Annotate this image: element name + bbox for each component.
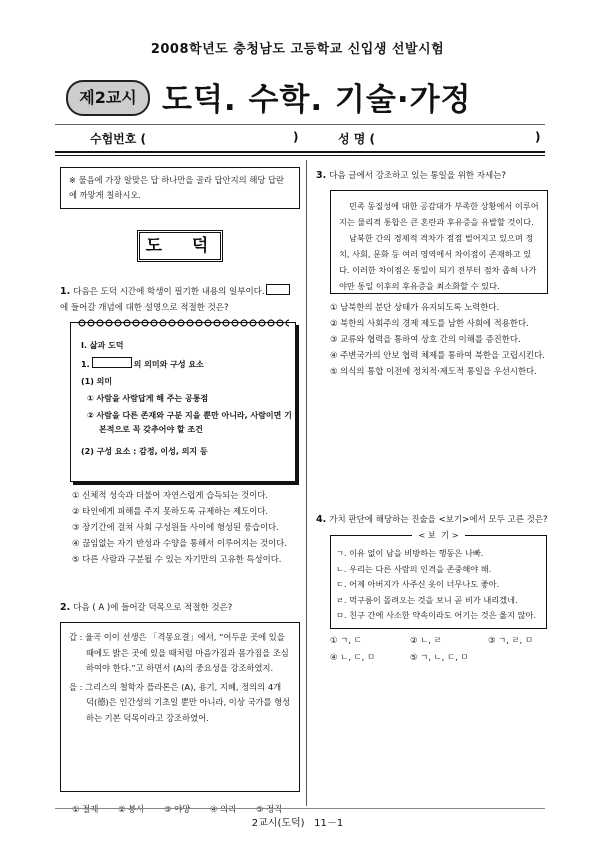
option: ⑤ 정직 [256, 804, 283, 814]
dialogue-box [60, 622, 300, 792]
statement: ㅁ. 친구 간에 사소한 약속이라도 어기는 것은 옳지 않아. [336, 610, 537, 620]
dialogue-line [69, 630, 291, 677]
question-2-stem [60, 600, 298, 616]
example-box-label-text: < 보 기 > [412, 530, 464, 540]
option: ④ ㄴ, ㄷ, ㅁ [330, 652, 376, 662]
exam-number-close: ) [293, 130, 299, 144]
footer-divider [55, 808, 545, 809]
note-meaning-2: ② 사람을 다른 존재와 구분 지을 뿐만 아니라, 사람이면 기본적으로 꼭 갖추어야 할 조건 [87, 411, 292, 434]
statement: ㄹ. 먹구름이 몰려오는 것을 보니 곧 비가 내리겠네. [336, 594, 518, 605]
header-divider [55, 124, 545, 125]
note-title: Ⅰ. 삶과 도덕 [81, 341, 124, 350]
question-text: 다음 ( A )에 들어갈 덕목으로 적절한 것은? [73, 603, 233, 613]
question-number: 4. [316, 514, 327, 525]
note-meaning-heading: (1) 의미 [81, 377, 113, 386]
note-item-prefix: 1. [81, 360, 90, 369]
exam-number-label: 수험번호 ( [90, 132, 147, 146]
note-components: (2) 구성 요소 : 감정, 이성, 의지 등 [81, 447, 208, 456]
question-text: 다음 글에서 강조하고 있는 통일을 위한 자세는? [329, 171, 506, 181]
option: ④ 끊임없는 자기 반성과 수양을 통해서 이루어지는 것이다. [72, 538, 287, 548]
option: ⑤ 다른 사람과 구분될 수 있는 자기만의 고유한 특성이다. [72, 554, 282, 564]
option: ③ 야망 [164, 804, 191, 814]
option: ② ㄴ, ㄹ [410, 635, 442, 645]
question-number: 1. [60, 286, 71, 297]
speech-text: 율곡 이이 선생은 「격몽요결」에서, “어두운 곳에 있을 때에도 밝은 곳에 있을 때처럼 마음가짐과 몸가짐을 조심하여야 한다.”고 하면서 (A)의 중요성을 강조하였지. [85, 632, 289, 673]
answer-blank [92, 357, 132, 368]
column-divider [306, 160, 307, 806]
option: ⑤ ㄱ, ㄴ, ㄷ, ㅁ [410, 652, 469, 662]
option: ③ 교류와 협력을 통하여 상호 간의 이해를 증진한다. [330, 334, 521, 344]
name-label: 성 명 ( [338, 132, 376, 146]
passage-paragraph: 남북한 간의 경제적 격차가 점점 벌어지고 있으며 정치, 사회, 문화 등 여러 영역에서 차이점이 존재하고 있다. 이러한 차이점은 통일이 되기 전부터 점차 좁혀 나가야만 통일 이후의 후유증을 최소화할 수 있다. [339, 233, 537, 291]
speaker: 을 : [69, 681, 86, 692]
instructions-box [60, 167, 300, 209]
question-text: 다음은 도덕 시간에 학생이 필기한 내용의 일부이다. [73, 287, 265, 297]
option: ③ 장기간에 걸쳐 사회 구성원들 사이에 형성된 풍습이다. [72, 522, 279, 532]
passage-paragraph: 민족 동질성에 대한 공감대가 부족한 상황에서 이루어지는 물리적 통합은 큰 혼란과 후유증을 유발할 것이다. [339, 201, 539, 227]
period-badge: 제2교시 [66, 80, 150, 116]
dialogue-line [69, 680, 291, 727]
option: ② 봉사 [118, 804, 145, 814]
option: ④ 의리 [210, 804, 237, 814]
question-1-stem [60, 284, 298, 316]
option: ① 신체적 성숙과 더불어 자연스럽게 습득되는 것이다. [72, 490, 269, 500]
question-4-stem [316, 512, 548, 528]
option: ④ 주변국가의 안보 협력 체제를 통하여 북한을 고립시킨다. [330, 350, 545, 360]
option: ① 절제 [72, 804, 99, 814]
option: ① ㄱ, ㄷ [330, 635, 362, 645]
option: ② 타인에게 피해를 주지 못하도록 규제하는 제도이다. [72, 506, 269, 516]
example-box [330, 530, 547, 629]
name-close: ) [535, 130, 541, 144]
example-box-label [331, 530, 546, 541]
footer-page-label: 2교시(도덕) [251, 818, 305, 829]
statement: ㄴ. 우리는 다른 사람의 인격을 존중해야 해. [336, 563, 492, 574]
note-item-suffix: 의 의미와 구성 요소 [133, 360, 204, 369]
option: ③ ㄱ, ㄹ, ㅁ [488, 635, 534, 645]
header-double-rule [55, 151, 545, 156]
notebook-note [70, 322, 296, 482]
question-number: 3. [316, 170, 327, 181]
passage-box [330, 190, 548, 294]
statement: ㄷ. 어제 아버지가 사주신 옷이 너무나도 좋아. [336, 579, 500, 589]
section-title: 도 덕 [137, 230, 223, 262]
speech-text: 그리스의 철학자 플라톤은 (A), 용기, 지혜, 정의의 4개 덕(德)은 인간성의 기초일 뿐만 아니라, 이상 국가를 형성하는 기본 덕목이라고 강조하였어. [85, 681, 291, 723]
statement: ㄱ. 이유 없이 남을 비방하는 행동은 나빠. [336, 548, 484, 558]
subject-title: 도덕. 수학. 기술·가정 [162, 82, 472, 118]
note-meaning-1: ① 사람을 사람답게 해 주는 공통점 [87, 394, 209, 403]
option: ② 북한의 사회주의 경제 제도를 남한 사회에 적용한다. [330, 318, 529, 328]
speaker: 갑 : [69, 632, 86, 642]
notebook-rings [77, 317, 289, 329]
question-number: 2. [60, 602, 71, 613]
page-footer [0, 814, 595, 829]
question-3-stem [316, 168, 548, 184]
question-text: 에 들어갈 개념에 대한 설명으로 적절한 것은? [60, 303, 229, 313]
footer-page-number: 11－1 [314, 818, 344, 829]
exam-title: 2008학년도 충청남도 고등학교 신입생 선발시험 [150, 42, 445, 57]
answer-blank [266, 284, 290, 295]
option: ⑤ 의식의 통합 이전에 정치적·제도적 통일을 우선시한다. [330, 366, 537, 376]
question-text: 가치 판단에 해당하는 진술을 <보기>에서 모두 고른 것은? [329, 515, 548, 525]
option: ① 남북한의 분단 상태가 유지되도록 노력한다. [330, 302, 500, 312]
instructions-text: ※ 물음에 가장 알맞은 답 하나만을 골라 답안지의 해당 답란에 까맣게 칠하시오. [69, 175, 285, 200]
note-item [81, 357, 291, 372]
